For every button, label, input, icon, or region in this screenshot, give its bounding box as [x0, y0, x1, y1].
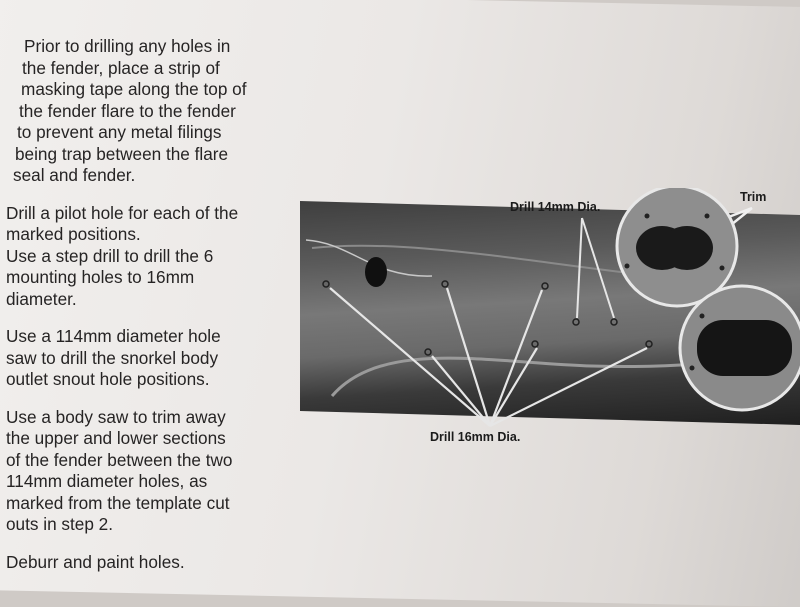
instruction-text [6, 36, 301, 589]
text-line: to prevent any metal filings [17, 122, 222, 142]
fender-figure [292, 188, 800, 448]
text-line: the upper and lower sections [6, 428, 226, 448]
text-line: the fender flare to the fender [19, 100, 236, 121]
text-line: being trap between the flare [15, 143, 229, 164]
label-trim: Trim [740, 190, 767, 204]
text-line: the fender, place a strip of [22, 57, 220, 78]
text-line: masking tape along the top of [21, 79, 247, 99]
instruction-paragraph-2 [6, 203, 301, 311]
label-drill-16mm: Drill 16mm Dia. [430, 430, 521, 444]
text-line: mounting holes to 16mm [6, 267, 195, 287]
instruction-paragraph-5 [6, 552, 301, 574]
text-line: Use a 114mm diameter hole [6, 326, 221, 346]
figure-overlay [292, 188, 800, 448]
instruction-paragraph-3 [6, 326, 301, 391]
text-line: outs in step 2. [6, 514, 114, 534]
text-line: of the fender between the two [6, 449, 233, 470]
text-line: Prior to drilling any holes in [24, 36, 231, 56]
text-line: outlet snout hole positions. [6, 369, 210, 389]
inset-upper [617, 188, 737, 306]
text-line: Drill a pilot hole for each of the [6, 202, 239, 223]
text-line: Deburr and paint holes. [6, 551, 185, 572]
text-line: diameter. [6, 288, 77, 309]
instruction-paragraph-1 [6, 36, 301, 187]
arrows-16mm [330, 288, 647, 426]
text-line: Use a step drill to drill the 6 [6, 245, 214, 266]
text-line: seal and fender. [13, 165, 136, 185]
text-line: Use a body saw to trim away [6, 406, 226, 427]
instruction-paragraph-4 [6, 407, 301, 536]
label-drill-14mm: Drill 14mm Dia. [510, 200, 601, 214]
text-line: saw to drill the snorkel body [6, 347, 219, 368]
existing-hole [365, 257, 387, 287]
text-line: 114mm diameter holes, as [6, 471, 208, 491]
text-line: marked from the template cut [6, 492, 230, 513]
hole-markers [323, 281, 652, 355]
text-line: marked positions. [6, 224, 141, 244]
inset-lower [680, 286, 800, 410]
